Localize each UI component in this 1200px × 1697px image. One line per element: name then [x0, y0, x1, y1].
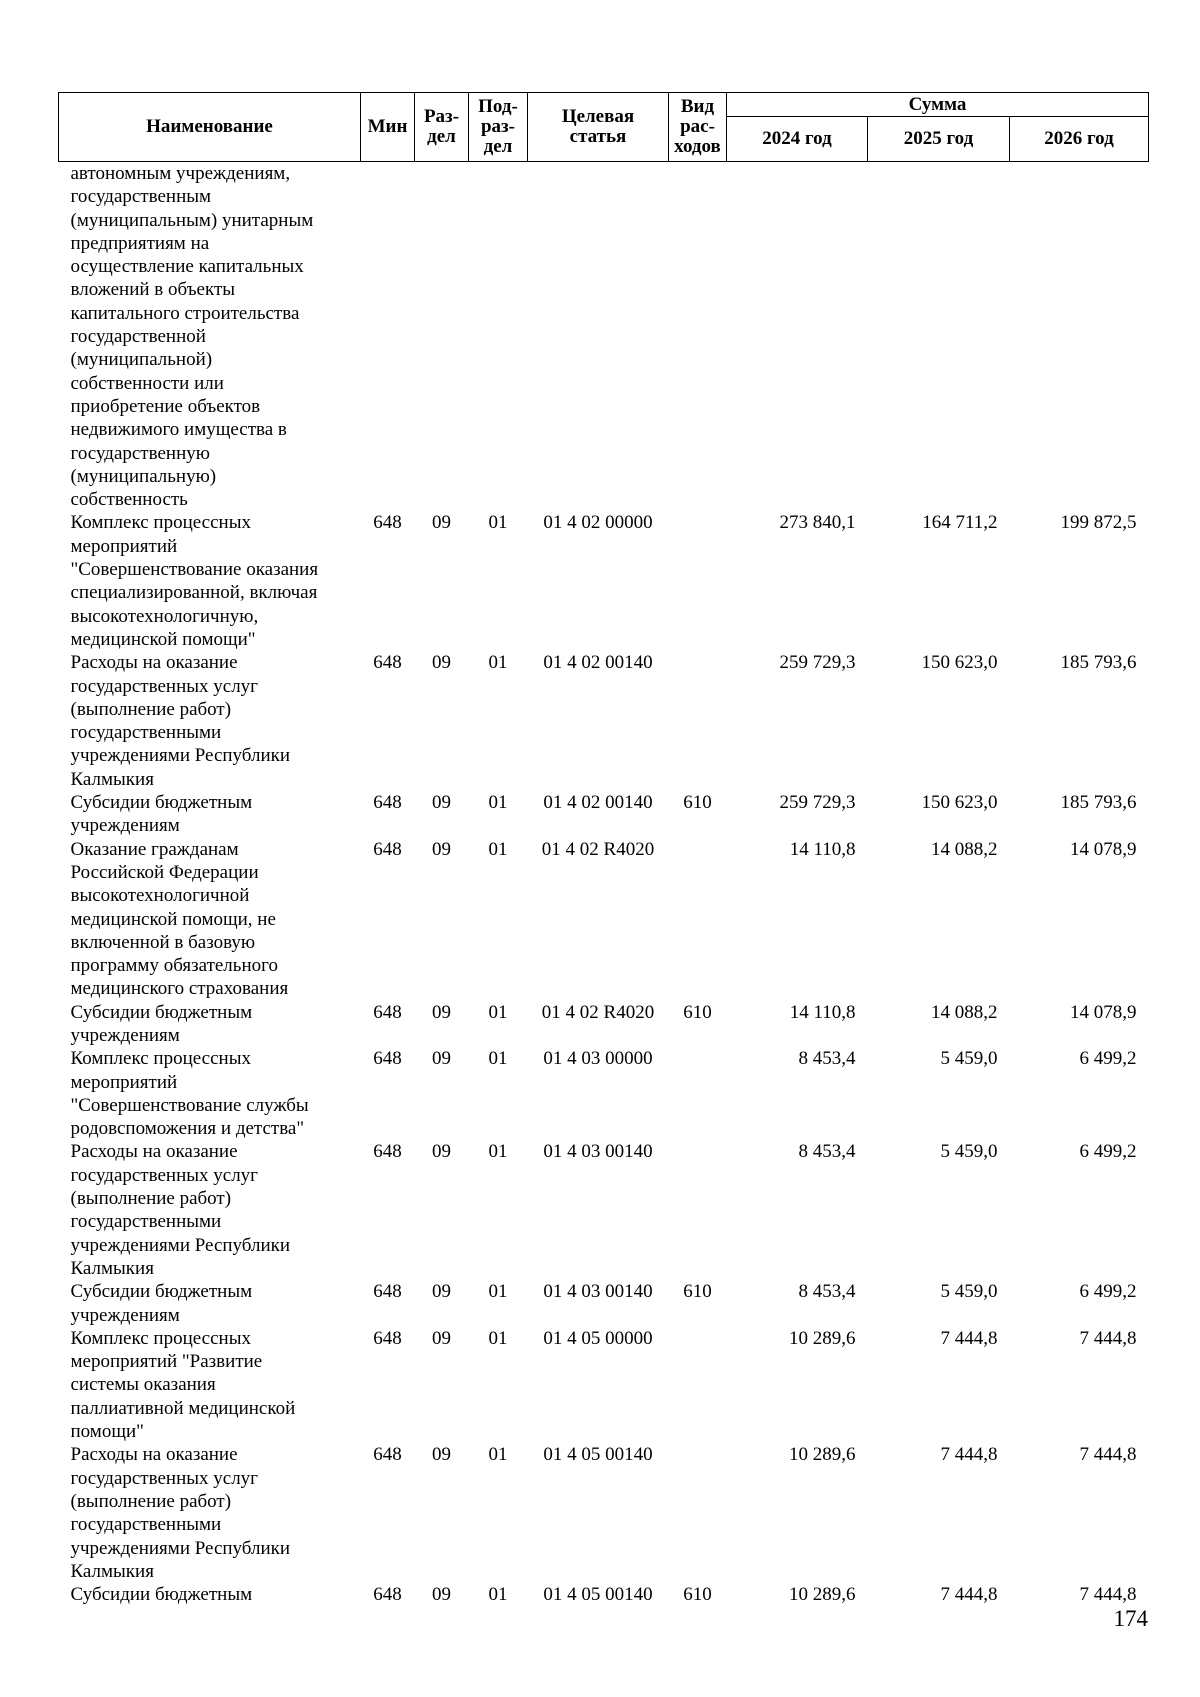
- row-name: Комплекс процессных мероприятий "Развитие системы оказания паллиативной медицинской помощи": [70, 1327, 296, 1443]
- row-target: 01 4 02 00140: [543, 652, 653, 674]
- row-sum-2026: 14 078,9: [1070, 1001, 1137, 1023]
- table-row: [59, 838, 1149, 1001]
- row-sum-2026: 7 444,8: [1079, 1444, 1137, 1466]
- header-min: Мин: [361, 93, 415, 162]
- row-vid: 610: [683, 1584, 712, 1606]
- row-sum-2026: 7 444,8: [1079, 1584, 1137, 1606]
- header-podrazdel: Под- раз- дел: [469, 93, 528, 162]
- header-summa: Сумма: [727, 93, 1149, 117]
- row-sum-2024: 8 453,4: [798, 1048, 856, 1070]
- row-sum-2026: 7 444,8: [1079, 1327, 1137, 1349]
- row-sum-2024: 10 289,6: [789, 1444, 856, 1466]
- row-sum-2024: 259 729,3: [779, 652, 856, 674]
- row-target: 01 4 02 R4020: [541, 1001, 655, 1023]
- row-name: Субсидии бюджетным учреждениям: [70, 1001, 253, 1046]
- row-razdel: 09: [432, 1048, 451, 1070]
- row-target: [528, 162, 669, 512]
- table-row: [59, 1001, 1149, 1048]
- row-sum-2025: 5 459,0: [940, 1141, 998, 1163]
- table-row: [59, 1583, 1149, 1606]
- row-min: 648: [373, 1584, 402, 1606]
- row-sum-2025: 150 623,0: [921, 792, 998, 814]
- row-min: [361, 162, 415, 512]
- table-row: [59, 511, 1149, 651]
- table-body: [59, 162, 1149, 1607]
- row-razdel: 09: [432, 512, 451, 534]
- row-sum-2025: 164 711,2: [922, 512, 998, 534]
- row-sum-2026: 185 793,6: [1060, 652, 1137, 674]
- header-vid: Вид рас- ходов: [669, 93, 727, 162]
- row-sum-2025: 5 459,0: [940, 1281, 998, 1303]
- row-podrazdel: 01: [488, 1001, 508, 1023]
- row-razdel: 09: [432, 1444, 451, 1466]
- row-sum-2025: 5 459,0: [940, 1048, 998, 1070]
- row-name: Комплекс процессных мероприятий "Совершенствование службы родовспоможения и детства": [70, 1048, 309, 1140]
- row-podrazdel: 01: [488, 1444, 508, 1466]
- row-sum-2025: 14 088,2: [931, 838, 998, 860]
- row-vid: [669, 1047, 727, 1140]
- row-min: 648: [373, 1048, 402, 1070]
- row-name: Оказание гражданам Российской Федерации высокотехнологичной медицинской помощи, не включенной в базовую программу обязательного медицинского страхования: [70, 838, 289, 1000]
- row-sum-2026: 6 499,2: [1079, 1141, 1137, 1163]
- row-target: 01 4 03 00000: [543, 1048, 653, 1070]
- table-row: [59, 651, 1149, 791]
- header-razdel: Раз- дел: [415, 93, 469, 162]
- row-target: 01 4 02 00140: [543, 792, 653, 814]
- table-row: [59, 1047, 1149, 1140]
- row-sum-2025: 14 088,2: [931, 1001, 998, 1023]
- row-razdel: 09: [432, 1281, 451, 1303]
- row-sum-2025: 7 444,8: [940, 1584, 998, 1606]
- row-sum-2024: 10 289,6: [789, 1327, 856, 1349]
- row-name: Комплекс процессных мероприятий "Совершенствование оказания специализированной, включая высокотехнологичную, медицинской помощи": [70, 512, 319, 650]
- row-sum-2026: [1010, 162, 1149, 512]
- row-target: 01 4 02 00000: [543, 512, 653, 534]
- row-min: 648: [373, 1444, 402, 1466]
- table-row: [59, 1443, 1149, 1583]
- row-sum-2024: 14 110,8: [789, 838, 856, 860]
- row-vid: [669, 651, 727, 791]
- row-name: Субсидии бюджетным учреждениям: [70, 792, 253, 837]
- row-podrazdel: 01: [488, 1327, 508, 1349]
- row-sum-2024: 259 729,3: [779, 792, 856, 814]
- row-target: 01 4 05 00140: [543, 1584, 653, 1606]
- row-sum-2024: 273 840,1: [779, 512, 856, 534]
- table-header: [59, 93, 1149, 162]
- row-vid: [669, 511, 727, 651]
- row-vid: [669, 162, 727, 512]
- row-min: 648: [373, 838, 402, 860]
- row-name: Субсидии бюджетным учреждениям: [70, 1281, 253, 1326]
- row-name: Расходы на оказание государственных услуг (выполнение работ) государственными учреждениями Республики Калмыкия: [70, 652, 291, 790]
- row-sum-2025: 7 444,8: [940, 1444, 998, 1466]
- row-razdel: 09: [432, 652, 451, 674]
- row-name: Субсидии бюджетным: [70, 1584, 253, 1606]
- row-sum-2024: [727, 162, 868, 512]
- row-podrazdel: 01: [488, 792, 508, 814]
- table-row: [59, 1327, 1149, 1443]
- row-min: 648: [373, 512, 402, 534]
- row-target: 01 4 05 00000: [543, 1327, 653, 1349]
- row-podrazdel: 01: [488, 652, 508, 674]
- budget-table: [58, 92, 1149, 1606]
- row-podrazdel: 01: [488, 838, 508, 860]
- row-podrazdel: 01: [488, 512, 508, 534]
- row-sum-2025: [868, 162, 1010, 512]
- row-sum-2025: 150 623,0: [921, 652, 998, 674]
- row-min: 648: [373, 1281, 402, 1303]
- row-min: 648: [373, 652, 402, 674]
- row-razdel: 09: [432, 1327, 451, 1349]
- row-razdel: [415, 162, 469, 512]
- page-number: 174: [1113, 1606, 1148, 1631]
- row-name: автономным учреждениям, государственным (муниципальным) унитарным предприятиям на осуществление капитальных вложений в объекты капитального строительства государственной (муниципальной) собственности или приобретение объектов недвижимого имущества в государственную (муниципальную) собственность: [70, 163, 314, 511]
- row-razdel: 09: [432, 792, 451, 814]
- row-vid: 610: [683, 1281, 712, 1303]
- row-vid: [669, 1443, 727, 1583]
- header-year-2025: 2025 год: [868, 117, 1010, 162]
- row-razdel: 09: [432, 1001, 451, 1023]
- row-name: Расходы на оказание государственных услуг (выполнение работ) государственными учреждениями Республики Калмыкия: [70, 1444, 291, 1582]
- row-target: 01 4 03 00140: [543, 1281, 653, 1303]
- row-min: 648: [373, 1141, 402, 1163]
- table-row: [59, 162, 1149, 512]
- row-min: 648: [373, 1327, 402, 1349]
- row-podrazdel: 01: [488, 1584, 508, 1606]
- row-podrazdel: 01: [488, 1281, 508, 1303]
- table-row: [59, 1140, 1149, 1280]
- row-podrazdel: [469, 162, 528, 512]
- header-year-2026: 2026 год: [1010, 117, 1149, 162]
- table-row: [59, 1280, 1149, 1327]
- row-sum-2024: 10 289,6: [789, 1584, 856, 1606]
- row-razdel: 09: [432, 838, 451, 860]
- row-sum-2024: 8 453,4: [798, 1141, 856, 1163]
- row-podrazdel: 01: [488, 1141, 508, 1163]
- row-sum-2026: 14 078,9: [1070, 838, 1137, 860]
- row-sum-2026: 185 793,6: [1060, 792, 1137, 814]
- row-target: 01 4 02 R4020: [541, 838, 655, 860]
- row-name: Расходы на оказание государственных услуг (выполнение работ) государственными учреждениями Республики Калмыкия: [70, 1141, 291, 1279]
- row-sum-2026: 6 499,2: [1079, 1281, 1137, 1303]
- row-sum-2026: 199 872,5: [1060, 512, 1137, 534]
- row-sum-2025: 7 444,8: [940, 1327, 998, 1349]
- row-target: 01 4 05 00140: [543, 1444, 653, 1466]
- row-sum-2024: 14 110,8: [789, 1001, 856, 1023]
- row-podrazdel: 01: [488, 1048, 508, 1070]
- header-year-2024: 2024 год: [727, 117, 868, 162]
- row-vid: [669, 838, 727, 1001]
- header-target: Целевая статья: [528, 93, 669, 162]
- row-sum-2026: 6 499,2: [1079, 1048, 1137, 1070]
- row-vid: 610: [683, 1001, 712, 1023]
- row-vid: 610: [683, 792, 712, 814]
- table-row: [59, 791, 1149, 838]
- row-razdel: 09: [432, 1141, 451, 1163]
- row-min: 648: [373, 1001, 402, 1023]
- row-min: 648: [373, 792, 402, 814]
- row-target: 01 4 03 00140: [543, 1141, 653, 1163]
- row-vid: [669, 1327, 727, 1443]
- row-sum-2024: 8 453,4: [798, 1281, 856, 1303]
- row-razdel: 09: [432, 1584, 451, 1606]
- row-vid: [669, 1140, 727, 1280]
- header-name: Наименование: [59, 93, 361, 162]
